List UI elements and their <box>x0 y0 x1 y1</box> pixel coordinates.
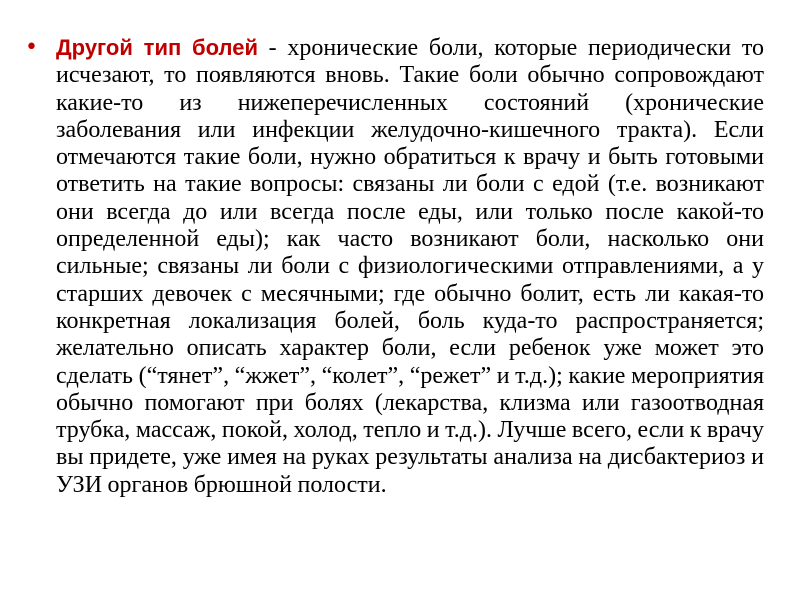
bullet-dot-icon: • <box>25 35 38 60</box>
slide-paragraph <box>56 34 764 499</box>
body-text: - хронические боли, которые периодически то исчезают, то появляются вновь. Такие боли обычно сопровождают какие-то из нижеперечисленных состояний (хронические заболевания или инфекции желудочно-кишечного тракта). Если отмечаются такие боли, нужно обратиться к врачу и быть готовыми ответить на такие вопросы: связаны ли боли с едой (т.е. возникают они всегда до или всегда после еды, или только после какой-то определенной еды); как часто возникают боли, насколько они сильные; связаны ли боли с физиологическими отправлениями, а у старших девочек с месячными; где обычно болит, есть ли какая-то конкретная локализация болей, боль куда-то распространяется; желательно описать характер боли, если ребенок уже может это сделать (“тянет”, “жжет”, “колет”, “режет” и т.д.); какие мероприятия обычно помогают при болях (лекарства, клизма или газоотводная трубка, массаж, покой, холод, тепло и т.д.). Лучше всего, если к врачу вы придете, уже имея на руках результаты анализа на дисбактериоз и УЗИ органов брюшной полости. <box>56 35 764 498</box>
bullet-list <box>22 34 764 499</box>
bullet-item <box>22 34 764 499</box>
lead-phrase: Другой тип болей <box>56 35 258 60</box>
